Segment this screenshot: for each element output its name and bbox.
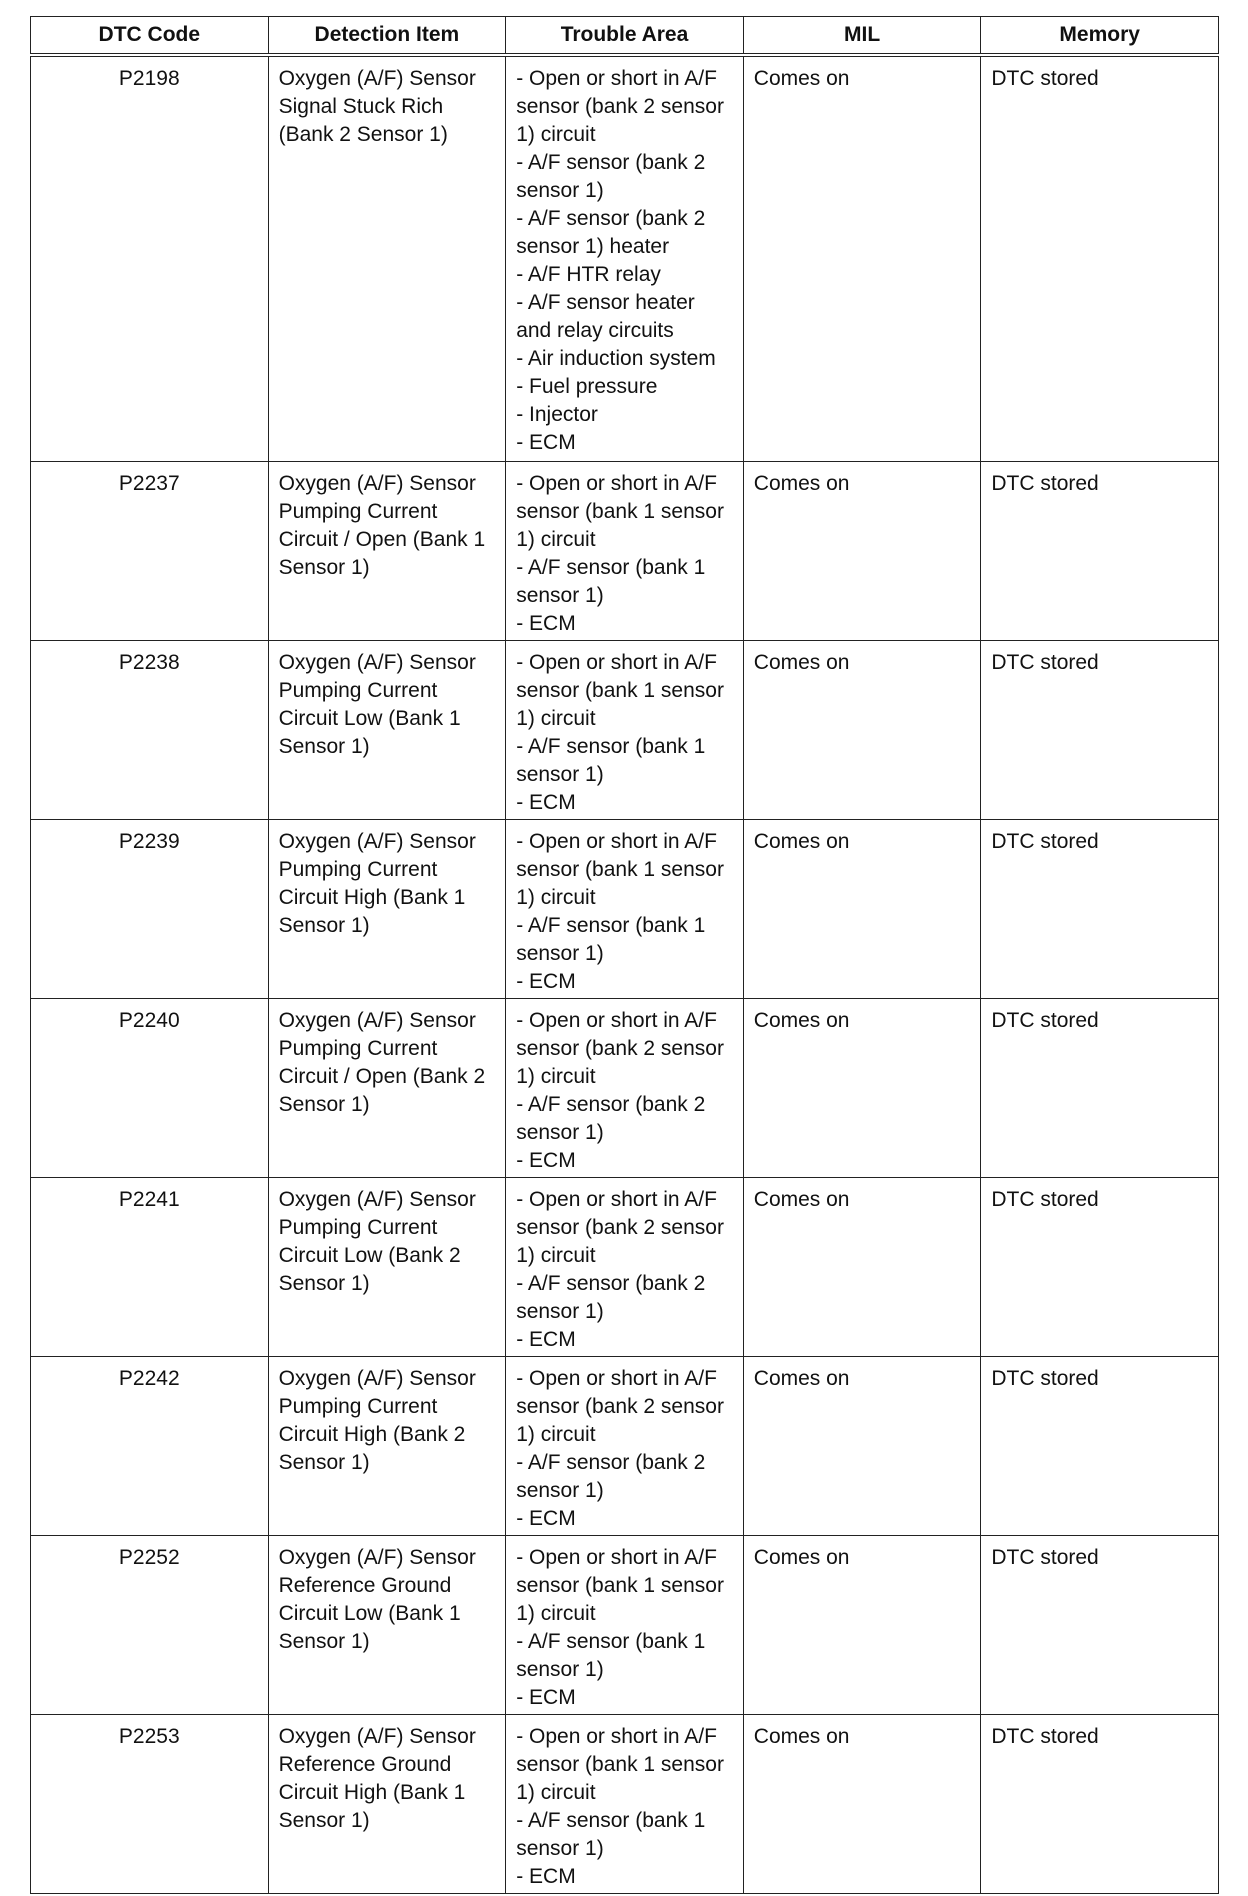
dtc-code-cell: P2237 [31,462,269,641]
trouble-area-item: - A/F sensor (bank 1 sensor 1) [516,735,706,786]
mil-cell: Comes on [743,999,981,1178]
dtc-code-cell: P2198 [31,55,269,462]
trouble-area-item: - Open or short in A/F sensor (bank 2 sensor 1) circuit [516,1367,724,1446]
trouble-area-item: - ECM [516,1149,576,1172]
trouble-area-item: - Injector [516,403,598,426]
dtc-table [30,16,1219,1894]
dtc-code-cell: P2242 [31,1357,269,1536]
mil-cell: Comes on [743,1536,981,1715]
detection-item-cell: Oxygen (A/F) Sensor Signal Stuck Rich (Bank 2 Sensor 1) [268,55,506,462]
trouble-area-item: - A/F sensor (bank 2 sensor 1) [516,151,706,202]
table-body [31,55,1219,1894]
dtc-code-cell: P2240 [31,999,269,1178]
trouble-area-item: - A/F sensor (bank 2 sensor 1) heater [516,207,706,258]
header-trouble-area: Trouble Area [506,17,744,56]
detection-item-cell: Oxygen (A/F) Sensor Reference Ground Circuit High (Bank 1 Sensor 1) [268,1715,506,1894]
table-row [31,641,1219,820]
dtc-table-container [30,16,1218,1894]
trouble-area-cell [506,462,744,641]
trouble-area-item: - ECM [516,1686,576,1709]
memory-cell: DTC stored [981,999,1219,1178]
detection-item-cell: Oxygen (A/F) Sensor Reference Ground Circuit Low (Bank 1 Sensor 1) [268,1536,506,1715]
dtc-code-cell: P2241 [31,1178,269,1357]
trouble-area-cell [506,820,744,999]
mil-cell: Comes on [743,55,981,462]
detection-item-cell: Oxygen (A/F) Sensor Pumping Current Circuit Low (Bank 2 Sensor 1) [268,1178,506,1357]
trouble-area-item: - ECM [516,1507,576,1530]
table-row [31,55,1219,462]
memory-cell: DTC stored [981,1536,1219,1715]
table-row [31,820,1219,999]
trouble-area-item: - Open or short in A/F sensor (bank 2 sensor 1) circuit [516,1009,724,1088]
trouble-area-item: - A/F sensor (bank 1 sensor 1) [516,556,706,607]
trouble-area-cell [506,1178,744,1357]
trouble-area-cell [506,1536,744,1715]
trouble-area-item: - Open or short in A/F sensor (bank 1 sensor 1) circuit [516,830,724,909]
header-detection-item: Detection Item [268,17,506,56]
dtc-code-cell: P2238 [31,641,269,820]
table-row [31,1178,1219,1357]
mil-cell: Comes on [743,462,981,641]
trouble-area-item: - Open or short in A/F sensor (bank 1 sensor 1) circuit [516,1546,724,1625]
trouble-area-item: - Air induction system [516,347,716,370]
trouble-area-item: - A/F sensor (bank 1 sensor 1) [516,1630,706,1681]
trouble-area-item: - Open or short in A/F sensor (bank 1 sensor 1) circuit [516,1725,724,1804]
mil-cell: Comes on [743,1357,981,1536]
trouble-area-item: - ECM [516,1328,576,1351]
table-header-row [31,17,1219,56]
header-memory: Memory [981,17,1219,56]
detection-item-cell: Oxygen (A/F) Sensor Pumping Current Circuit High (Bank 1 Sensor 1) [268,820,506,999]
trouble-area-item: - A/F sensor (bank 1 sensor 1) [516,914,706,965]
memory-cell: DTC stored [981,55,1219,462]
memory-cell: DTC stored [981,641,1219,820]
trouble-area-item: - A/F sensor (bank 2 sensor 1) [516,1272,706,1323]
table-row [31,1715,1219,1894]
memory-cell: DTC stored [981,1357,1219,1536]
trouble-area-item: - ECM [516,431,576,454]
trouble-area-item: - A/F sensor heater and relay circuits [516,291,695,342]
trouble-area-item: - A/F HTR relay [516,263,661,286]
header-dtc-code: DTC Code [31,17,269,56]
detection-item-cell: Oxygen (A/F) Sensor Pumping Current Circuit Low (Bank 1 Sensor 1) [268,641,506,820]
trouble-area-cell [506,1715,744,1894]
trouble-area-item: - A/F sensor (bank 1 sensor 1) [516,1809,706,1860]
trouble-area-item: - ECM [516,970,576,993]
trouble-area-item: - Open or short in A/F sensor (bank 2 sensor 1) circuit [516,1188,724,1267]
trouble-area-cell [506,55,744,462]
detection-item-cell: Oxygen (A/F) Sensor Pumping Current Circuit High (Bank 2 Sensor 1) [268,1357,506,1536]
detection-item-cell: Oxygen (A/F) Sensor Pumping Current Circuit / Open (Bank 2 Sensor 1) [268,999,506,1178]
trouble-area-cell [506,1357,744,1536]
memory-cell: DTC stored [981,1178,1219,1357]
dtc-code-cell: P2253 [31,1715,269,1894]
detection-item-cell: Oxygen (A/F) Sensor Pumping Current Circuit / Open (Bank 1 Sensor 1) [268,462,506,641]
trouble-area-item: - A/F sensor (bank 2 sensor 1) [516,1451,706,1502]
table-row [31,999,1219,1178]
table-row [31,1536,1219,1715]
trouble-area-item: - ECM [516,1865,576,1888]
mil-cell: Comes on [743,1178,981,1357]
trouble-area-cell [506,999,744,1178]
trouble-area-item: - Open or short in A/F sensor (bank 1 sensor 1) circuit [516,651,724,730]
trouble-area-cell [506,641,744,820]
memory-cell: DTC stored [981,462,1219,641]
mil-cell: Comes on [743,820,981,999]
header-mil: MIL [743,17,981,56]
table-row [31,462,1219,641]
trouble-area-item: - Open or short in A/F sensor (bank 2 sensor 1) circuit [516,67,724,146]
mil-cell: Comes on [743,641,981,820]
table-row [31,1357,1219,1536]
trouble-area-item: - A/F sensor (bank 2 sensor 1) [516,1093,706,1144]
trouble-area-item: - ECM [516,612,576,635]
trouble-area-item: - ECM [516,791,576,814]
dtc-code-cell: P2239 [31,820,269,999]
memory-cell: DTC stored [981,820,1219,999]
trouble-area-item: - Fuel pressure [516,375,658,398]
dtc-code-cell: P2252 [31,1536,269,1715]
mil-cell: Comes on [743,1715,981,1894]
trouble-area-item: - Open or short in A/F sensor (bank 1 sensor 1) circuit [516,472,724,551]
memory-cell: DTC stored [981,1715,1219,1894]
